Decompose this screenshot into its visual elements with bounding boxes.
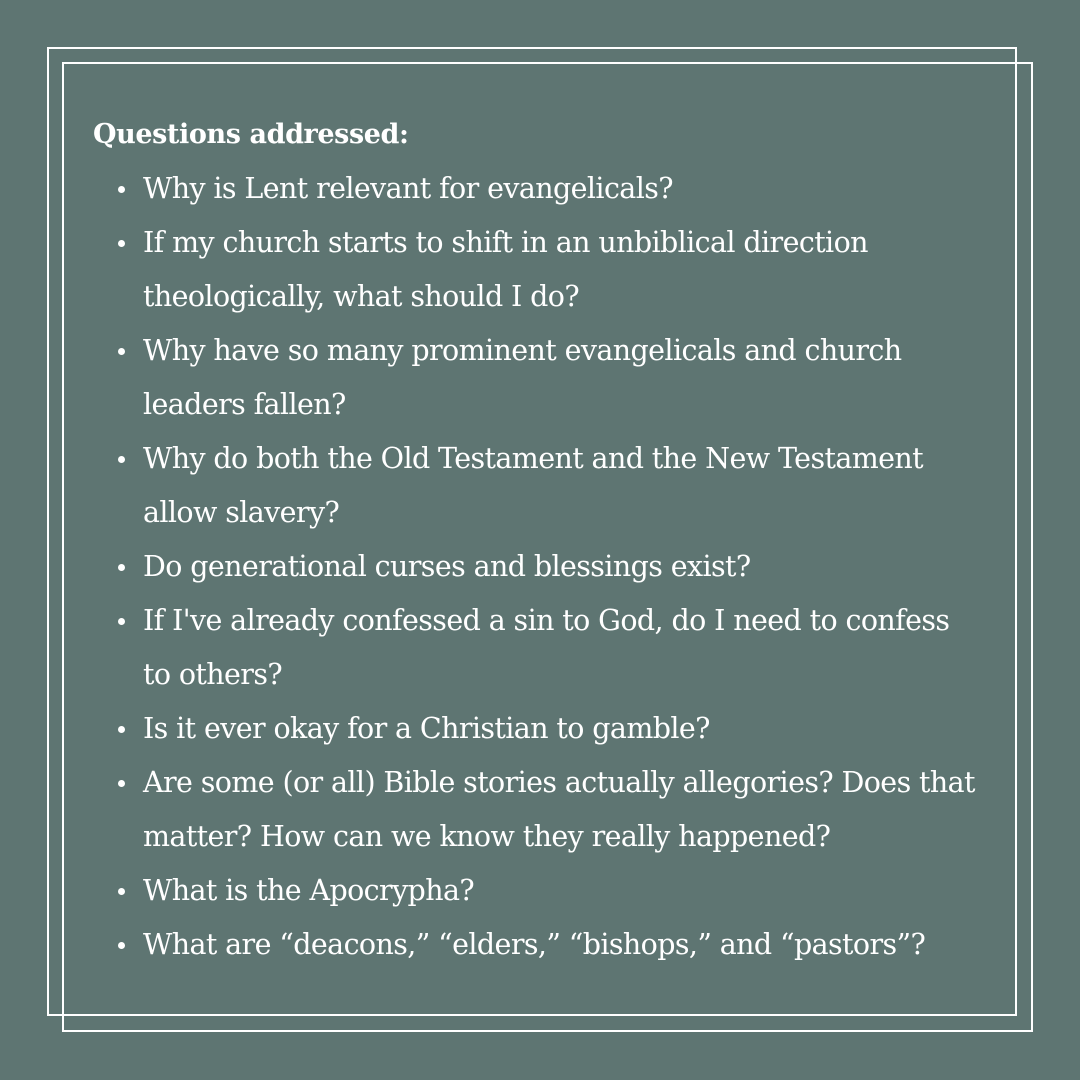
question-item: [93, 918, 983, 972]
question-text: Is it ever okay for a Christian to gamble?: [143, 712, 710, 745]
bullet-icon: [118, 240, 125, 247]
bullet-icon: [118, 618, 125, 625]
question-text: What is the Apocrypha?: [143, 874, 475, 907]
question-item: [93, 756, 983, 864]
bullet-icon: [118, 348, 125, 355]
question-text: Are some (or all) Bible stories actually allegories? Does that matter? How can we know they really happened?: [143, 766, 975, 853]
question-text: If I've already confessed a sin to God, do I need to confess to others?: [143, 604, 950, 691]
question-text: Do generational curses and blessings exist?: [143, 550, 751, 583]
question-item: [93, 216, 983, 324]
bullet-icon: [118, 186, 125, 193]
questions-heading: Questions addressed:: [93, 119, 409, 150]
question-text: Why do both the Old Testament and the New Testament allow slavery?: [143, 442, 924, 529]
question-item: [93, 162, 983, 216]
bullet-icon: [118, 456, 125, 463]
question-item: [93, 864, 983, 918]
question-text: Why is Lent relevant for evangelicals?: [143, 172, 673, 205]
bullet-icon: [118, 888, 125, 895]
bullet-icon: [118, 564, 125, 571]
questions-list: [93, 162, 983, 972]
bullet-icon: [118, 780, 125, 787]
question-item: [93, 540, 983, 594]
question-text: What are “deacons,” “elders,” “bishops,” and “pastors”?: [143, 928, 926, 961]
questions-panel: [93, 108, 983, 972]
question-item: [93, 324, 983, 432]
question-text: If my church starts to shift in an unbiblical direction theologically, what should I do?: [143, 226, 868, 313]
bullet-icon: [118, 726, 125, 733]
question-item: [93, 594, 983, 702]
question-text: Why have so many prominent evangelicals and church leaders fallen?: [143, 334, 902, 421]
question-item: [93, 702, 983, 756]
bullet-icon: [118, 942, 125, 949]
question-item: [93, 432, 983, 540]
